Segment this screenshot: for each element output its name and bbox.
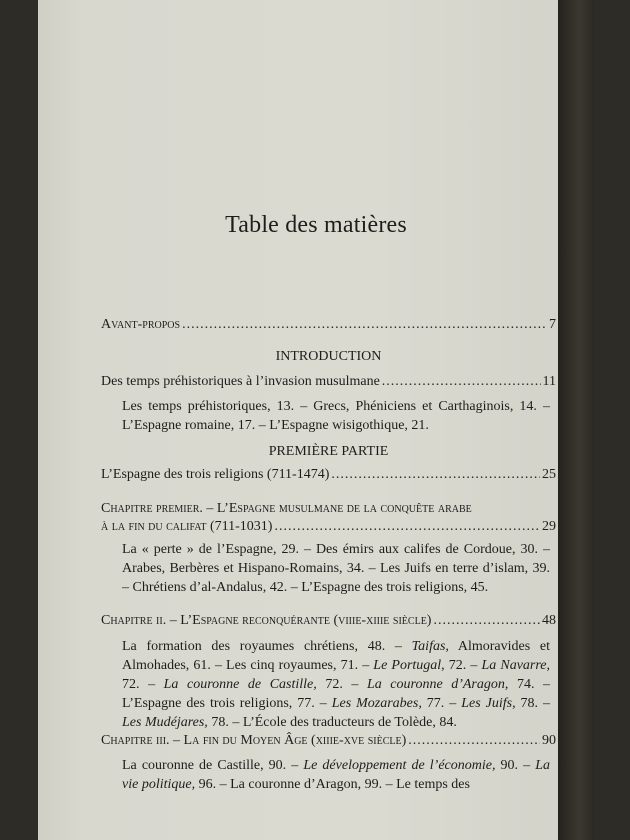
toc-page-number: 90 [542, 733, 556, 748]
subentry-italic: La couronne de Castille, [163, 677, 317, 692]
toc-entry-chapter-1[interactable] [101, 500, 556, 536]
toc-entry-date-range: (711-1031) [209, 519, 273, 534]
dot-leader [331, 466, 540, 484]
subentry-text: 77. – [421, 696, 462, 711]
dot-leader [182, 316, 547, 334]
subentry-italic: Les Mudéjares, [122, 715, 208, 730]
toc-entry-label: Des temps préhistoriques à l’invasion musulmane [101, 374, 380, 389]
subentry-text: 78. – L’École des traducteurs de Tolède, 84. [207, 715, 457, 730]
toc-entry-date-range: (viiie-xiiie siècle) [333, 613, 432, 628]
subentry-text: 72. – [316, 677, 367, 692]
toc-entry-date-range: (xiiie-xve siècle) [311, 733, 407, 748]
subentry-text: La formation des royaumes chrétiens, 48. – [122, 639, 412, 654]
book-page [38, 0, 594, 840]
toc-entry-label-line1: Chapitre premier. – L’Espagne musulmane de la conquête arabe [101, 501, 472, 516]
section-heading: PREMIÈRE PARTIE [268, 444, 389, 459]
subentry-text: 78. – [515, 696, 551, 711]
toc-page-number: 7 [549, 317, 556, 332]
subentry-italic: La couronne d’Aragon, [366, 677, 509, 692]
subentry-text: Almoravides et Almohades, 61. – Les cinq royaumes, 71. – [122, 639, 551, 673]
section-heading-part1 [101, 443, 556, 461]
subentry-text: 96. – La couronne d’Aragon, 99. – Le temps des [195, 777, 470, 792]
toc-page-number: 25 [542, 467, 556, 482]
dot-leader [408, 732, 540, 750]
subentry-italic: La Navarre, [481, 658, 551, 673]
toc-entry-avant-propos[interactable] [101, 316, 556, 334]
section-heading: INTRODUCTION [275, 349, 382, 364]
subentry-italic: Le développement de l’économie, [303, 758, 496, 773]
toc-subentries-chapter-2 [122, 637, 550, 732]
subentry-text: La couronne de Castille, 90. – [122, 758, 304, 773]
toc-entry-label-line2: à la fin du califat [101, 519, 207, 534]
show-through-text [98, 40, 574, 58]
dot-leader [382, 373, 541, 391]
section-heading-introduction [101, 348, 556, 366]
subentry-italic: Taifas, [411, 639, 449, 654]
subentry-italic: La vie politique, [122, 758, 551, 792]
toc-subentries-chapter-3 [122, 756, 550, 794]
toc-subentries-introduction: Les temps préhistoriques, 13. – Grecs, Phéniciens et Carthaginois, 14. – L’Espagne romaine, 17. – L’Espagne wisigothique, 21. [122, 399, 550, 433]
page-edge-shadow [558, 0, 594, 840]
subentry-text: 74. – L’Espagne des trois religions, 77. – [122, 677, 551, 711]
subentry-text: 90. – [495, 758, 536, 773]
dot-leader [274, 518, 540, 536]
subentry-italic: Les Juifs, [461, 696, 516, 711]
toc-entry-part1[interactable] [101, 466, 556, 484]
toc-subentries-chapter-1: La « perte » de l’Espagne, 29. – Des émirs aux califes de Cordoue, 30. – Arabes, Berbères et Hispano-Romains, 34. – Les Juifs en terre d’islam, 39. – Chrétiens d’al-Andalus, 42. – L’Espagne des trois religions, 45. [122, 542, 550, 595]
toc-entry-label: Avant-propos [101, 317, 181, 332]
toc-page-number: 29 [542, 519, 556, 534]
toc-entry-introduction[interactable] [101, 373, 556, 391]
subentry-italic: Le Portugal, [373, 658, 445, 673]
toc-entry-label: Chapitre iii. – La fin du Moyen Âge [101, 733, 308, 748]
toc-entry-label: Chapitre ii. – L’Espagne reconquérante [101, 613, 330, 628]
toc-entry-chapter-3[interactable] [101, 732, 556, 750]
subentry-text: 72. – [122, 677, 164, 692]
toc-page-number: 48 [542, 613, 556, 628]
toc-entry-chapter-2[interactable] [101, 612, 556, 630]
toc-page-number: 11 [542, 374, 556, 389]
dot-leader [433, 612, 540, 630]
subentry-text: 72. – [444, 658, 482, 673]
subentry-italic: Les Mozarabes, [331, 696, 422, 711]
toc-entry-label: L’Espagne des trois religions (711-1474) [101, 467, 330, 482]
page-title: Table des matières [225, 212, 407, 238]
